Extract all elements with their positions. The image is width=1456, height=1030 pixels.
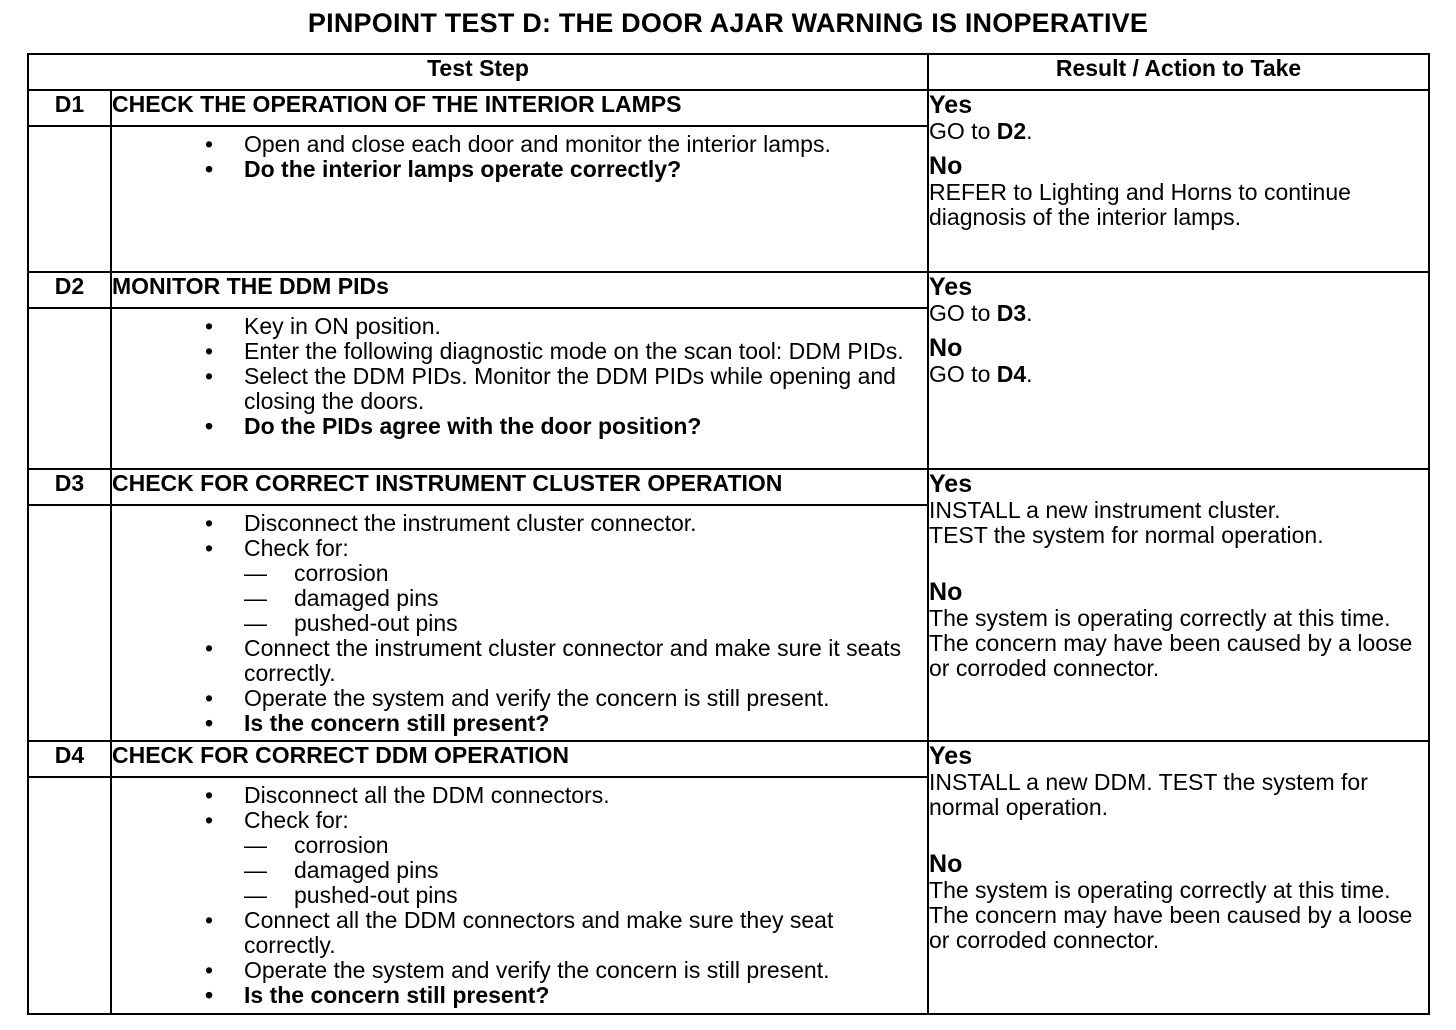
bullet-icon: •	[205, 313, 214, 340]
step-d1-heading-row	[28, 90, 1429, 126]
bullet-icon: •	[205, 363, 214, 390]
bullet-icon: •	[205, 534, 214, 561]
question-item: • Do the interior lamps operate correctly?	[205, 156, 682, 183]
bullet-icon: •	[205, 982, 214, 1009]
question-item: • Do the PIDs agree with the door position?	[205, 413, 702, 440]
dash-icon: —	[244, 584, 267, 611]
list-item: • Key in ON position.	[205, 313, 441, 340]
pinpoint-test-table	[27, 53, 1430, 1015]
bullet-icon: •	[205, 907, 214, 934]
list-item: • Enter the following diagnostic mode on the scan tool: DDM PIDs.	[205, 338, 904, 365]
yes-label: Yes	[929, 91, 973, 120]
no-action: The system is operating correctly at this time. The concern may have been caused by a loose or corroded connector.	[929, 604, 1413, 681]
dash-icon: —	[244, 882, 267, 909]
bullet-icon: •	[205, 509, 214, 536]
bullet-icon: •	[205, 131, 214, 158]
step-heading: CHECK FOR CORRECT INSTRUMENT CLUSTER OPERATION	[111, 469, 928, 505]
step-d2-result	[928, 272, 1429, 468]
step-d3-result	[928, 469, 1429, 742]
yes-action-line1: INSTALL a new instrument cluster.	[929, 496, 1281, 523]
table-header-row	[28, 54, 1429, 90]
question-item: • Is the concern still present?	[205, 709, 550, 736]
list-item: • Disconnect the instrument cluster connector.	[205, 509, 697, 536]
step-d1-body	[111, 126, 928, 272]
page-title: PINPOINT TEST D: THE DOOR AJAR WARNING IS INOPERATIVE	[307, 8, 1149, 38]
test-step-header: Test Step	[28, 54, 928, 90]
step-d1-result	[928, 90, 1429, 272]
sub-item: — pushed-out pins	[244, 609, 458, 636]
dash-icon: —	[244, 857, 267, 884]
step-d2-heading-row	[28, 272, 1429, 308]
sub-item: — damaged pins	[244, 584, 439, 611]
sub-item: — corrosion	[244, 832, 389, 859]
no-action: REFER to Lighting and Horns to continue diagnosis of the interior lamps.	[929, 179, 1351, 231]
bullet-icon: •	[205, 413, 214, 440]
list-item: • Disconnect all the DDM connectors.	[205, 782, 610, 809]
bullet-icon: •	[205, 807, 214, 834]
step-d4-heading-row	[28, 741, 1429, 777]
bullet-icon: •	[205, 156, 214, 183]
no-label: No	[929, 850, 963, 879]
list-item: • Check for: — corrosion — damaged pins — pushed-out pins	[112, 536, 927, 636]
dash-icon: —	[244, 609, 267, 636]
yes-action: GO to D3.	[929, 300, 1033, 327]
step-heading: CHECK FOR CORRECT DDM OPERATION	[111, 741, 928, 777]
yes-label: Yes	[929, 273, 973, 302]
list-item: • Open and close each door and monitor the interior lamps.	[205, 131, 831, 158]
bullet-icon: •	[205, 709, 214, 736]
list-item: • Operate the system and verify the concern is still present.	[205, 957, 830, 984]
list-item: • Connect all the DDM connectors and make sure they seat correctly.	[205, 907, 834, 959]
bullet-icon: •	[205, 782, 214, 809]
step-id: D3	[28, 469, 111, 505]
bullet-icon: •	[205, 338, 214, 365]
step-id: D4	[28, 741, 111, 777]
step-d3-heading-row	[28, 469, 1429, 505]
no-label: No	[929, 152, 963, 181]
sub-item: — pushed-out pins	[244, 882, 458, 909]
no-label: No	[929, 577, 963, 606]
question-item: • Is the concern still present?	[205, 982, 550, 1009]
bullet-icon: •	[205, 957, 214, 984]
sub-item: — corrosion	[244, 559, 389, 586]
list-item: • Operate the system and verify the concern is still present.	[205, 684, 830, 711]
step-heading: MONITOR THE DDM PIDs	[111, 272, 928, 308]
step-d3-body	[111, 505, 928, 741]
no-label: No	[929, 334, 963, 363]
dash-icon: —	[244, 559, 267, 586]
step-id: D2	[28, 272, 111, 308]
yes-action: INSTALL a new DDM. TEST the system for normal operation.	[929, 769, 1368, 821]
no-action: GO to D4.	[929, 361, 1033, 388]
bullet-icon: •	[205, 634, 214, 661]
list-item: • Select the DDM PIDs. Monitor the DDM PIDs while opening and closing the doors.	[205, 363, 896, 415]
step-heading: CHECK THE OPERATION OF THE INTERIOR LAMPS	[111, 90, 928, 126]
yes-action-line2: TEST the system for normal operation.	[929, 521, 1324, 548]
step-id: D1	[28, 90, 111, 126]
list-item: • Connect the instrument cluster connector and make sure it seats correctly.	[205, 634, 902, 686]
no-action: The system is operating correctly at this time. The concern may have been caused by a loose or corroded connector.	[929, 877, 1413, 954]
yes-label: Yes	[929, 742, 973, 771]
yes-action: GO to D2.	[929, 118, 1033, 145]
yes-label: Yes	[929, 469, 973, 498]
step-d4-body	[111, 777, 928, 1014]
step-d4-result	[928, 741, 1429, 1014]
list-item: • Check for: — corrosion — damaged pins — pushed-out pins	[112, 808, 927, 908]
bullet-icon: •	[205, 684, 214, 711]
dash-icon: —	[244, 832, 267, 859]
sub-item: — damaged pins	[244, 857, 439, 884]
result-header: Result / Action to Take	[928, 54, 1429, 90]
step-d2-body	[111, 308, 928, 468]
